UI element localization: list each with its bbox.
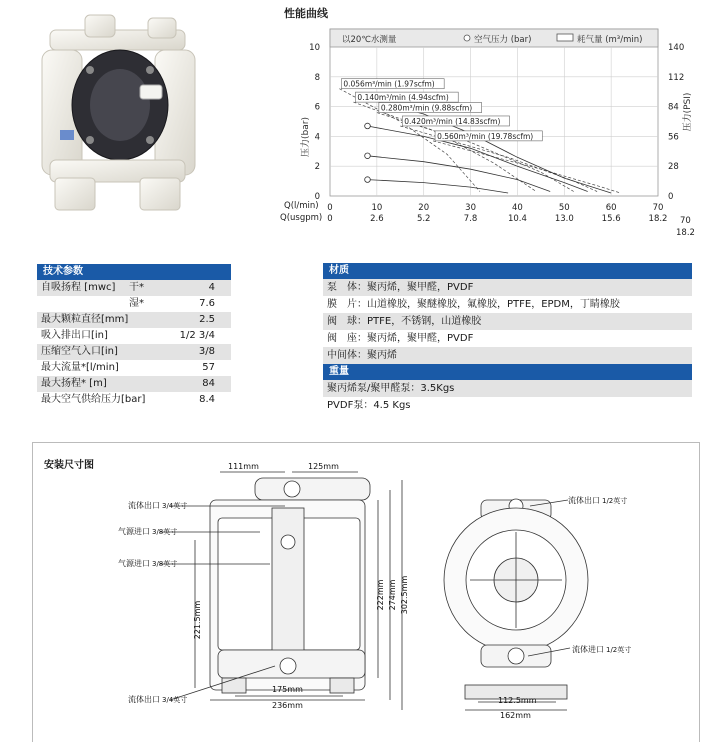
air-curve-label: 0.560m³/min (19.78scfm) (437, 131, 534, 141)
xtick-lmin: 50 (558, 203, 570, 213)
legend-air: 耗气量 (m³/min) (577, 35, 643, 45)
ylabel-left: 压力(bar) (301, 117, 311, 157)
extra-tick-182: 18.2 (676, 228, 695, 238)
air-curve-label: 0.140m³/min (4.94scfm) (357, 93, 449, 103)
ytick-bar: 8 (314, 72, 320, 83)
legend-pressure: 空气压力 (bar) (474, 35, 532, 45)
tech-key: 最大流量*[l/min] (41, 362, 119, 373)
dim-236: 236mm (272, 701, 303, 710)
pressure-marker (365, 177, 371, 183)
material-row: 泵 体：聚丙烯，聚甲醛，PVDF (323, 279, 692, 296)
tech-value: 3/8 (198, 346, 215, 357)
tech-value: 84 (202, 378, 215, 389)
tech-value: 2.5 (199, 314, 215, 325)
ytick-psi: 28 (668, 162, 679, 173)
material-row: 阀 球：PTFE，不锈钢，山道橡胶 (323, 313, 692, 330)
pressure-marker (365, 123, 371, 129)
callout-air-in-2-size: 3/8英寸 (152, 560, 178, 568)
tech-row (37, 360, 231, 376)
xtick-lmin: 40 (512, 203, 523, 213)
xtick-usgpm: 13.0 (554, 214, 574, 224)
dimensions-title: 安装尺寸图 (44, 460, 94, 471)
ylabel-right: 压力(PSI) (683, 92, 693, 132)
material-table (323, 263, 692, 414)
ytick-bar: 10 (309, 43, 320, 53)
material-header: 材质 (323, 263, 692, 279)
dimension-drawing (40, 460, 700, 742)
tech-sub: 干* (129, 282, 144, 293)
ytick-bar: 4 (314, 132, 320, 143)
dim-175: 175mm (272, 685, 303, 694)
callout-fluid-out-left: 流体出口 (128, 501, 160, 510)
xtick-lmin: 20 (418, 203, 430, 213)
tech-row (37, 280, 231, 296)
tech-row (37, 296, 231, 312)
pressure-marker (365, 153, 371, 159)
tech-key: 压缩空气入口[in] (41, 346, 118, 357)
callout-air-in-2: 气源进口 (118, 559, 150, 568)
callout-fluid-out-right: 流体出口 (568, 496, 600, 505)
xtick-lmin: 60 (605, 203, 617, 213)
tech-key: 吸入排出口[in] (41, 330, 108, 341)
xtick-usgpm: 0 (327, 214, 333, 224)
xtick-usgpm: 15.6 (601, 214, 621, 224)
dim-111: 111mm (228, 462, 259, 471)
chart-title: 性能曲线 (284, 7, 328, 20)
callout-fluid-in-right: 流体进口 (572, 645, 604, 654)
xlabel-usgpm: Q(usgpm) (280, 213, 323, 223)
performance-chart (280, 22, 709, 242)
front-view (210, 478, 370, 700)
xtick-lmin: 0 (327, 203, 333, 213)
xtick-usgpm: 2.6 (370, 214, 384, 224)
callout-fluid-out-left-size: 3/4英寸 (162, 502, 188, 510)
dim-222: 222mm (376, 579, 385, 611)
ytick-psi: 112 (668, 72, 685, 83)
material-row: 膜 片：山道橡胶，聚醚橡胶，氟橡胶，PTFE，EPDM，丁睛橡胶 (327, 299, 620, 310)
callout-air-in-1-size: 3/8英寸 (152, 528, 178, 536)
air-legend-icon (557, 34, 573, 41)
callout-fluid-in-left-size: 3/4英寸 (162, 696, 188, 704)
weight-header: 重量 (323, 364, 692, 380)
tech-row (37, 312, 231, 328)
dim-112: 112.5mm (498, 696, 537, 705)
ytick-bar: 2 (314, 162, 320, 173)
legend-header: 以20℃水测量 (342, 35, 397, 45)
xtick-usgpm: 5.2 (416, 214, 431, 224)
side-view (444, 499, 588, 710)
tech-value: 7.6 (199, 298, 215, 309)
tech-key: 最大空气供给压力[bar] (41, 394, 146, 405)
tech-sub: 湿* (129, 298, 144, 309)
dim-162: 162mm (500, 711, 531, 720)
tech-key: 最大扬程* [m] (41, 378, 107, 389)
callout-fluid-in-right-size: 1/2英寸 (606, 646, 632, 654)
tech-key: 自吸扬程 [mwc] (41, 282, 116, 293)
callout-fluid-out-right-size: 1/2英寸 (602, 497, 628, 505)
ytick-bar: 6 (314, 102, 320, 113)
xtick-usgpm: 10.4 (507, 214, 527, 224)
tech-row (37, 376, 231, 392)
pressure-legend-icon (464, 35, 470, 41)
xtick-usgpm: 18.2 (648, 214, 668, 224)
tech-value: 1/2 3/4 (179, 330, 215, 341)
tech-value: 8.4 (199, 394, 215, 405)
ytick-psi: 140 (668, 43, 685, 53)
material-row: 中间体：聚丙烯 (323, 347, 692, 364)
tech-params-table (37, 264, 231, 408)
xlabel-lmin: Q(l/min) (284, 201, 319, 211)
extra-tick-70: 70 (680, 216, 691, 226)
dim-221: 221.5mm (193, 600, 202, 640)
ytick-psi: 56 (668, 132, 679, 143)
pump-photo (30, 10, 205, 220)
xtick-usgpm: 7.8 (463, 214, 478, 224)
xtick-lmin: 30 (465, 203, 476, 213)
air-curve-label: 0.280m³/min (9.88scfm) (380, 103, 473, 113)
tech-value: 4 (208, 282, 215, 293)
dim-125: 125mm (308, 462, 339, 471)
ytick-psi: 0 (668, 192, 674, 202)
callout-fluid-in-left: 流体出口 (128, 695, 160, 704)
tech-row (37, 344, 231, 360)
dim-302: 302.5mm (400, 575, 409, 615)
weight-row: PVDF泵：4.5 Kgs (327, 400, 411, 411)
air-curve-label: 0.420m³/min (14.83scfm) (404, 116, 501, 126)
tech-params-header: 技术参数 (37, 264, 231, 280)
tech-row (37, 392, 231, 408)
weight-row: 聚丙烯泵/聚甲醛泵：3.5Kgs (323, 380, 692, 397)
callout-air-in-1: 气源进口 (118, 527, 150, 536)
dim-274: 274mm (388, 579, 397, 611)
xtick-lmin: 70 (652, 203, 664, 213)
material-row: 阀 座：聚丙烯，聚甲醛，PVDF (327, 333, 474, 344)
tech-key: 最大颗粒直径[mm] (41, 314, 129, 325)
tech-value: 57 (202, 362, 215, 373)
ytick-bar: 0 (314, 192, 320, 202)
tech-row (37, 328, 231, 344)
air-curve-label: 0.056m³/min (1.97scfm) (343, 79, 435, 89)
ytick-psi: 84 (668, 102, 679, 113)
xtick-lmin: 10 (371, 203, 383, 213)
